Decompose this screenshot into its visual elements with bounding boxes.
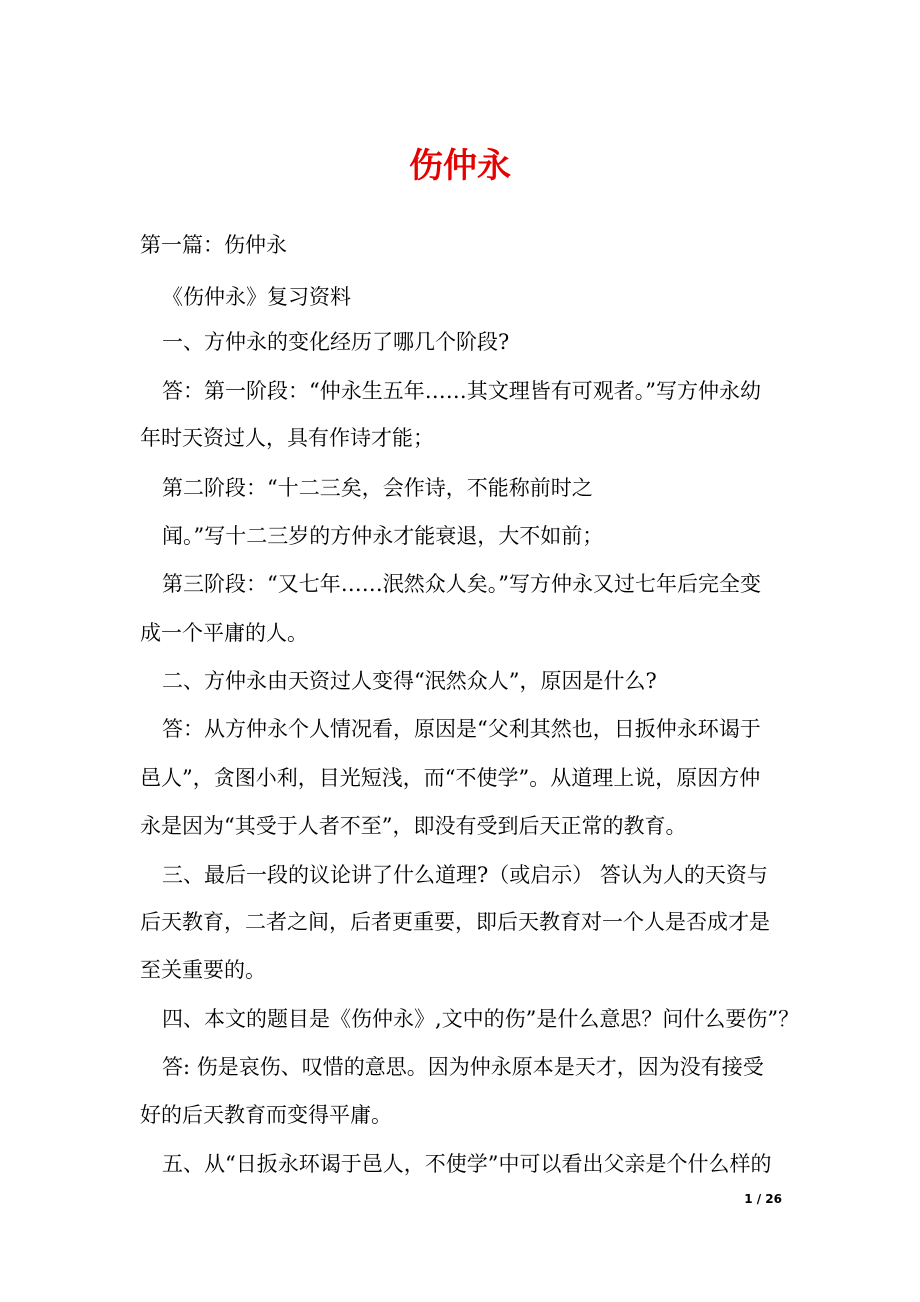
answer-3-line-1: 后天教育，二者之间，后者更重要，即后天教育对一个人是否成才是	[140, 910, 770, 934]
answer-1-line-4: 闻。”写十二三岁的方仲永才能衰退，大不如前；	[162, 524, 604, 548]
document-title: 伤仲永	[409, 146, 511, 186]
answer-1-line-2: 年时天资过人，具有作诗才能；	[140, 426, 434, 450]
answer-4-line-2: 好的后天教育而变得平庸。	[140, 1103, 392, 1127]
answer-2-line-2: 邑人”，贪图小利，目光短浅，而“不使学”。从道理上说，原因方仲	[140, 766, 761, 790]
section-heading: 第一篇：伤仲永	[140, 233, 287, 257]
subtitle-line: 《伤仲永》复习资料	[162, 285, 351, 309]
answer-2-line-1: 答：从方仲永个人情况看，原因是“父利其然也，日扳仲永环谒于	[162, 717, 761, 741]
answer-2-line-3: 永是因为“其受于人者不至”，即没有受到后天正常的教育。	[140, 814, 687, 838]
page-number: 1 / 26	[744, 1192, 782, 1206]
answer-1-line-6: 成一个平庸的人。	[140, 621, 308, 645]
answer-4-line-1: 答: 伤是哀伤、叹惜的意思。因为仲永原本是天才，因为没有接受	[162, 1055, 764, 1079]
question-3: 三、最后一段的议论讲了什么道理?（或启示） 答认为人的天资与	[162, 863, 768, 887]
answer-1-line-5: 第三阶段：“又七年……泯然众人矣。”写方仲永又过七年后完全变	[162, 572, 761, 596]
answer-1-line-1: 答：第一阶段：“仲永生五年……其文理皆有可观者。”写方仲永幼	[162, 379, 761, 403]
question-4: 四、本文的题目是《伤仲永》,文中的伤”是什么意思？问什么要伤”？	[162, 1007, 800, 1031]
answer-1-line-3: 第二阶段：“十二三矣，会作诗，不能称前时之	[162, 476, 593, 500]
question-5: 五、从“日扳永环谒于邑人，不使学”中可以看出父亲是个什么样的	[162, 1152, 772, 1176]
answer-3-line-2: 至关重要的。	[140, 958, 266, 982]
question-1: 一、方仲永的变化经历了哪几个阶段?	[162, 330, 510, 354]
question-2: 二、方仲永由天资过人变得“泯然众人”，原因是什么?	[162, 669, 657, 693]
